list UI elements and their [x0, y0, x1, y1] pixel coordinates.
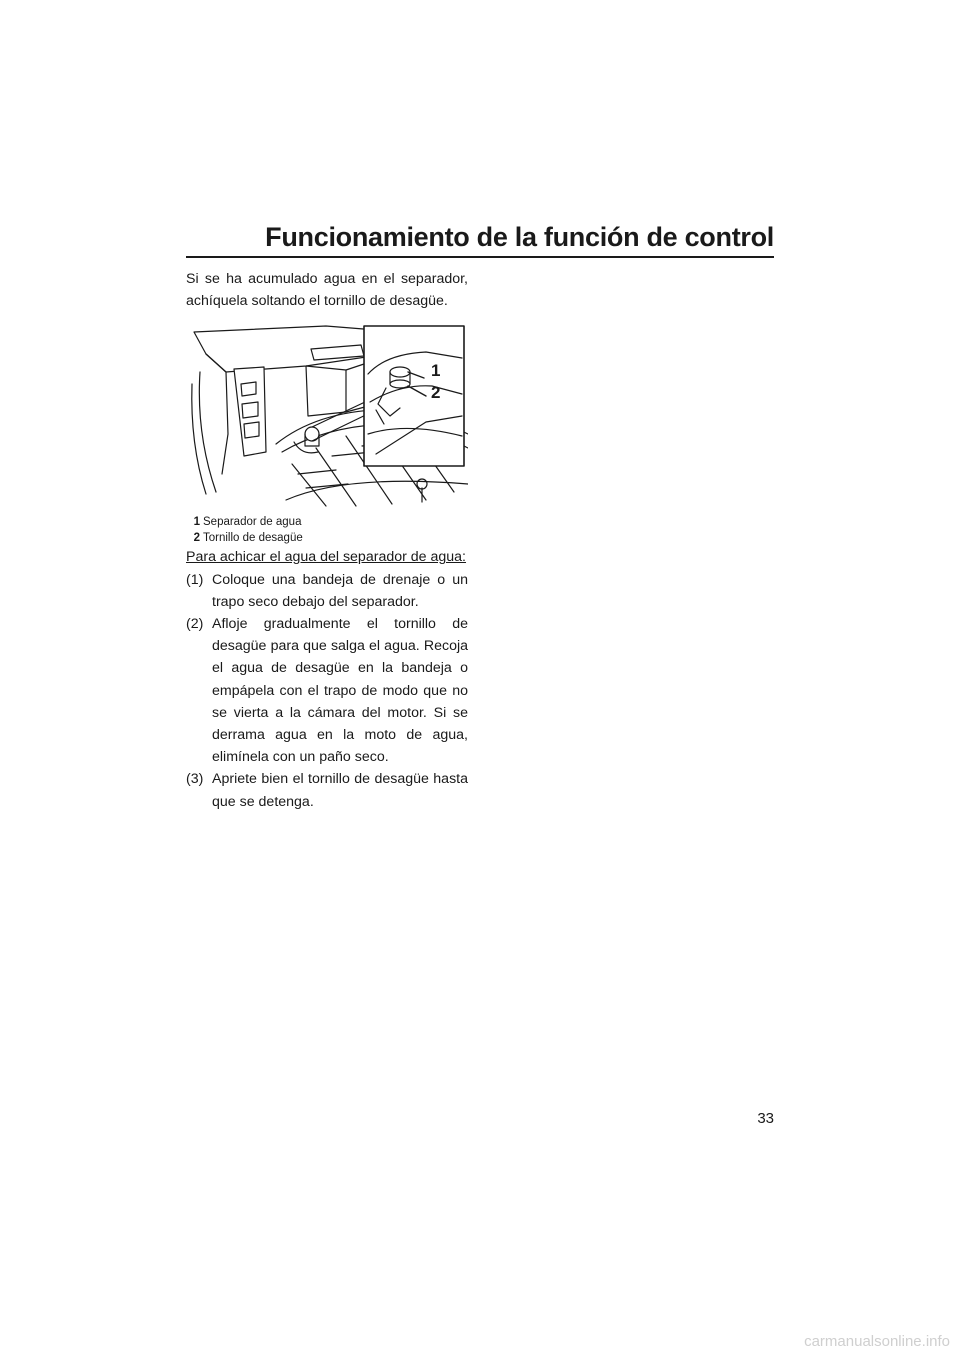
title-rule [186, 256, 774, 258]
content-column [186, 268, 468, 813]
legend-number: 2 [193, 532, 200, 545]
figure-legend [186, 514, 468, 546]
legend-text: Tornillo de desagüe [203, 532, 303, 545]
page-number: 33 [757, 1110, 774, 1127]
procedure-step [186, 569, 468, 613]
step-number: (1) [186, 571, 204, 588]
page-title: Funcionamiento de la función de control [265, 222, 774, 252]
legend-text: Separador de agua [203, 516, 302, 529]
drain-screw-illustration [186, 324, 468, 510]
callout-1: 1 [431, 361, 441, 381]
step-text: Apriete bien el tornillo de desagüe hasta que se detenga. [212, 771, 468, 810]
step-number: (3) [186, 771, 204, 788]
step-number: (2) [186, 616, 204, 633]
legend-item [186, 514, 468, 530]
procedure-step [186, 613, 468, 768]
procedure-title: Para achicar el agua del separador de agua: [186, 549, 467, 566]
callout-2: 2 [431, 383, 441, 403]
step-text: Afloje gradualmente el tornillo de desagüe para que salga el agua. Recoja el agua de desagüe en la bandeja o empápela con el trapo de modo que no se vierta a la cámara del motor. Si se derrama agua en la moto de agua, elimínela con un paño seco. [212, 616, 468, 766]
procedure-step [186, 768, 468, 812]
procedure-steps [186, 569, 468, 813]
legend-number: 1 [193, 516, 200, 529]
intro-paragraph: Si se ha acumulado agua en el separador, achíquela soltando el tornillo de desagüe. [186, 271, 468, 310]
legend-item [186, 530, 468, 546]
step-text: Coloque una bandeja de drenaje o un trapo seco debajo del separador. [212, 571, 468, 610]
watermark: carmanualsonline.info [804, 1333, 950, 1350]
